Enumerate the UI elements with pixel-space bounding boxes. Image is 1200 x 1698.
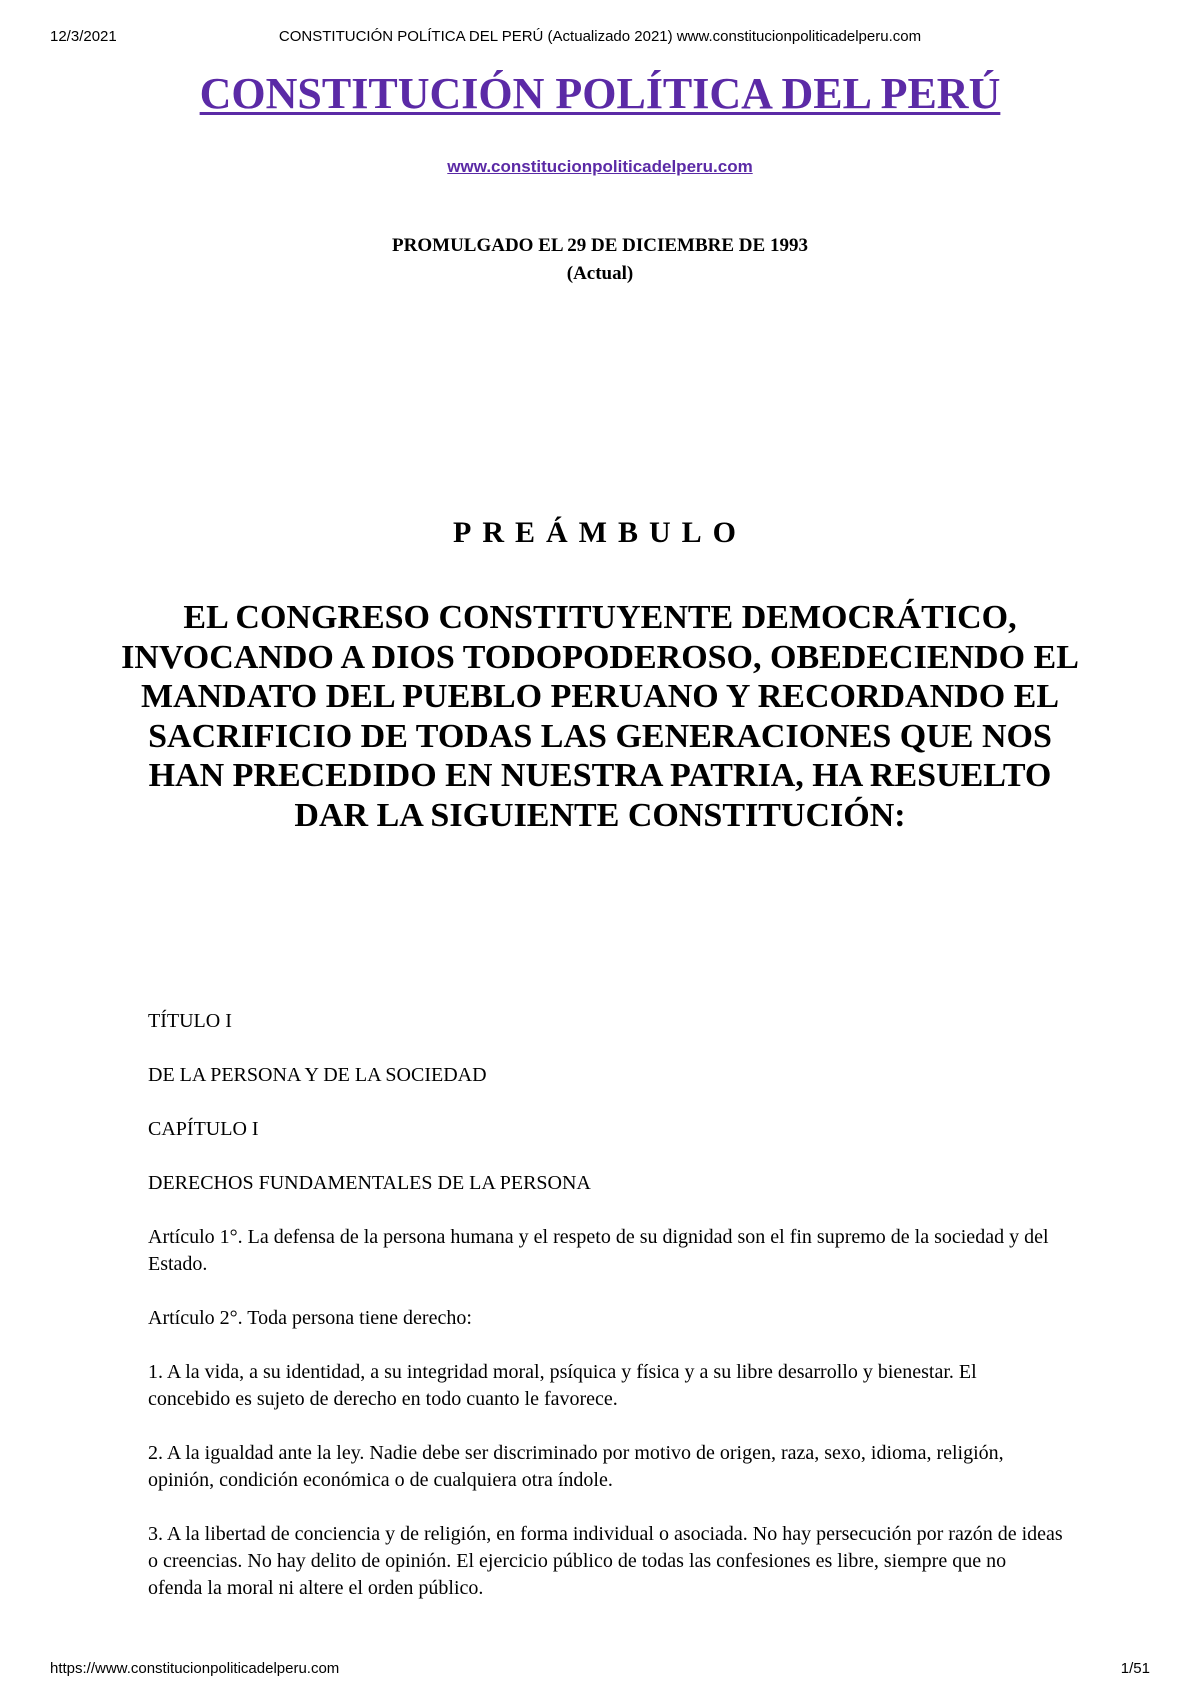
website-link[interactable]: www.constitucionpoliticadelperu.com (447, 157, 753, 176)
preamble-heading: PREÁMBULO (453, 516, 747, 549)
page-number: 1/51 (1120, 1660, 1150, 1677)
title-link[interactable]: CONSTITUCIÓN POLÍTICA DEL PERÚ (199, 69, 1001, 118)
promulgation-block (0, 232, 1200, 288)
print-header (50, 28, 1150, 48)
document-body (148, 1008, 1063, 1629)
title-name: DE LA PERSONA Y DE LA SOCIEDAD (148, 1064, 487, 1086)
preamble-text: EL CONGRESO CONSTITUYENTE DEMOCRÁTICO, INVOCANDO A DIOS TODOPODEROSO, OBEDECIENDO EL MANDATO DEL PUEBLO PERUANO Y RECORDANDO EL SACRIFICIO DE TODAS LAS GENERACIONES QUE NOS HAN PRECEDIDO EN NUESTRA PATRIA, HA RESUELTO DAR LA SIGUIENTE CONSTITUCIÓN: (121, 599, 1079, 834)
page-title (0, 70, 1200, 118)
print-footer (50, 1660, 1150, 1680)
print-document-title: CONSTITUCIÓN POLÍTICA DEL PERÚ (Actualizado 2021) www.constitucionpoliticadelperu.com (278, 28, 922, 45)
print-url: https://www.constitucionpoliticadelperu.com (50, 1660, 340, 1677)
chapter-name: DERECHOS FUNDAMENTALES DE LA PERSONA (148, 1172, 591, 1194)
chapter-heading: CAPÍTULO I (148, 1118, 259, 1140)
print-date: 12/3/2021 (50, 28, 117, 45)
article-1: Artículo 1°. La defensa de la persona humana y el respeto de su dignidad son el fin supremo de la sociedad y del Estado. (148, 1226, 1049, 1275)
title-heading: TÍTULO I (148, 1010, 232, 1032)
article-2-item-2: 2. A la igualdad ante la ley. Nadie debe ser discriminado por motivo de origen, raza, sexo, idioma, religión, opinión, condición económica o de cualquiera otra índole. (148, 1442, 1004, 1491)
promulgation-date: PROMULGADO EL 29 DE DICIEMBRE DE 1993 (392, 235, 808, 256)
promulgation-status: (Actual) (566, 263, 634, 284)
article-2: Artículo 2°. Toda persona tiene derecho: (148, 1307, 472, 1329)
article-2-item-3: 3. A la libertad de conciencia y de religión, en forma individual o asociada. No hay persecución por razón de ideas o creencias. No hay delito de opinión. El ejercicio público de todas las confesiones es libre, siempre que no ofenda la moral ni altere el orden público. (148, 1523, 1063, 1599)
site-link-container (0, 157, 1200, 177)
article-2-item-1: 1. A la vida, a su identidad, a su integridad moral, psíquica y física y a su libre desarrollo y bienestar. El concebido es sujeto de derecho en todo cuanto le favorece. (148, 1361, 977, 1410)
